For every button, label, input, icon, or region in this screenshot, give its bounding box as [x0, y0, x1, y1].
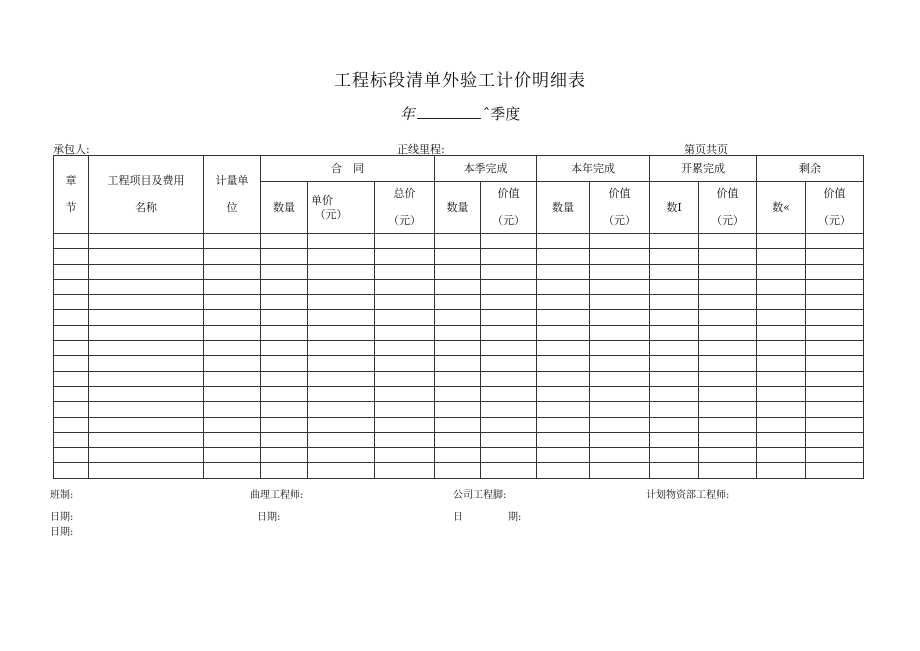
table-cell [261, 234, 308, 249]
table-cell [757, 234, 806, 249]
table-cell [590, 249, 650, 264]
table-body [54, 234, 864, 479]
table-cell [54, 402, 89, 417]
table-cell [89, 234, 204, 249]
quarter-value-header: 价值 （元） [481, 182, 537, 234]
table-cell [481, 249, 537, 264]
table-row [54, 463, 864, 478]
table-cell [650, 386, 699, 401]
table-cell [204, 264, 261, 279]
date-field-3-day: 日 [453, 512, 463, 523]
table-cell [261, 463, 308, 478]
table-cell [375, 249, 435, 264]
table-cell [89, 264, 204, 279]
table-cell [806, 264, 864, 279]
table-cell [435, 325, 481, 340]
table-cell [699, 402, 757, 417]
year-label: 年 [399, 105, 415, 123]
table-cell [308, 417, 375, 432]
table-cell [308, 310, 375, 325]
table-cell [806, 356, 864, 371]
date-field-3-period: 期: [508, 512, 522, 523]
table-cell [590, 432, 650, 447]
table-cell [481, 432, 537, 447]
table-cell [537, 295, 590, 310]
table-cell [261, 341, 308, 356]
table-cell [261, 448, 308, 463]
table-cell [806, 448, 864, 463]
cumulative-value-header: 价值 （元） [699, 182, 757, 234]
table-cell [757, 356, 806, 371]
table-row [54, 432, 864, 447]
table-cell [261, 417, 308, 432]
table-cell [699, 371, 757, 386]
table-cell [537, 448, 590, 463]
table-row [54, 295, 864, 310]
table-cell [481, 402, 537, 417]
quarter-qty-header: 数量 [435, 182, 481, 234]
table-cell [89, 371, 204, 386]
table-cell [435, 279, 481, 294]
table-cell [650, 402, 699, 417]
table-cell [757, 386, 806, 401]
table-cell [481, 417, 537, 432]
table-row [54, 417, 864, 432]
quarter-label: ˆ季度 [482, 105, 521, 123]
table-cell [590, 264, 650, 279]
table-cell [261, 325, 308, 340]
year-blank [417, 106, 481, 119]
table-row [54, 448, 864, 463]
table-cell [204, 386, 261, 401]
table-cell [89, 249, 204, 264]
header-row-1 [54, 156, 864, 182]
year-qty-header: 数量 [537, 182, 590, 234]
table-cell [261, 356, 308, 371]
chapter-header: 章 节 [54, 156, 89, 234]
table-cell [699, 432, 757, 447]
table-cell [757, 463, 806, 478]
contract-unit-price-header: 单价 （元） [308, 182, 375, 234]
table-cell [537, 432, 590, 447]
table-cell [650, 234, 699, 249]
table-cell [308, 249, 375, 264]
table-cell [204, 310, 261, 325]
company-engineer-label: 公司工程脚: [453, 490, 507, 501]
table-cell [650, 371, 699, 386]
table-cell [481, 341, 537, 356]
table-cell [204, 463, 261, 478]
table-cell [435, 371, 481, 386]
table-cell [308, 432, 375, 447]
table-cell [261, 264, 308, 279]
table-cell [54, 295, 89, 310]
table-cell [537, 234, 590, 249]
table-cell [650, 341, 699, 356]
table-cell [650, 463, 699, 478]
table-cell [537, 310, 590, 325]
table-cell [435, 463, 481, 478]
table-cell [537, 249, 590, 264]
table-cell [308, 279, 375, 294]
table-cell [261, 295, 308, 310]
table-cell [699, 417, 757, 432]
table-cell [757, 371, 806, 386]
table-cell [308, 371, 375, 386]
table-cell [650, 325, 699, 340]
table-cell [54, 448, 89, 463]
table-cell [537, 371, 590, 386]
table-cell [204, 417, 261, 432]
table-cell [699, 249, 757, 264]
table-cell [204, 371, 261, 386]
table-cell [375, 234, 435, 249]
table-row [54, 325, 864, 340]
table-cell [89, 432, 204, 447]
table-cell [757, 295, 806, 310]
prepared-by-label: 班制: [50, 490, 74, 501]
page-count-label: 第页共页 [684, 143, 728, 156]
table-cell [375, 432, 435, 447]
table-cell [481, 295, 537, 310]
table-cell [590, 386, 650, 401]
table-cell [435, 432, 481, 447]
table-cell [375, 341, 435, 356]
contract-total-price-header: 总价 （元） [375, 182, 435, 234]
table-cell [590, 356, 650, 371]
table-cell [650, 310, 699, 325]
table-cell [699, 264, 757, 279]
table-cell [261, 386, 308, 401]
table-cell [481, 371, 537, 386]
table-cell [308, 325, 375, 340]
table-cell [537, 264, 590, 279]
table-cell [481, 386, 537, 401]
table-cell [435, 310, 481, 325]
table-cell [590, 325, 650, 340]
unit-header: 计量单 位 [204, 156, 261, 234]
table-cell [54, 371, 89, 386]
table-cell [757, 264, 806, 279]
table-cell [261, 371, 308, 386]
table-cell [699, 341, 757, 356]
table-cell [699, 448, 757, 463]
table-row [54, 264, 864, 279]
table-cell [537, 463, 590, 478]
table-cell [375, 463, 435, 478]
cumulative-qty-header: 数I [650, 182, 699, 234]
planning-engineer-label: 计划物资部工程师: [646, 490, 730, 501]
table-cell [54, 356, 89, 371]
table-cell [89, 463, 204, 478]
table-cell [435, 448, 481, 463]
table-cell [375, 295, 435, 310]
table-cell [308, 448, 375, 463]
table-cell [590, 310, 650, 325]
table-cell [89, 295, 204, 310]
table-row [54, 279, 864, 294]
table-cell [375, 386, 435, 401]
table-cell [481, 463, 537, 478]
cumulative-group-header: 开累完成 [650, 156, 757, 182]
table-cell [204, 325, 261, 340]
table-cell [757, 448, 806, 463]
table-cell [757, 249, 806, 264]
table-cell [537, 279, 590, 294]
table-cell [89, 356, 204, 371]
table-cell [481, 310, 537, 325]
table-cell [806, 341, 864, 356]
year-value-header: 价值 （元） [590, 182, 650, 234]
table-cell [204, 279, 261, 294]
table-cell [54, 234, 89, 249]
table-row [54, 386, 864, 401]
table-cell [537, 325, 590, 340]
table-cell [308, 402, 375, 417]
table-cell [699, 356, 757, 371]
table-cell [757, 310, 806, 325]
table-cell [650, 249, 699, 264]
year-group-header: 本年完成 [537, 156, 650, 182]
table-cell [435, 417, 481, 432]
table-cell [757, 402, 806, 417]
table-cell [375, 325, 435, 340]
table-cell [650, 264, 699, 279]
table-cell [650, 417, 699, 432]
table-cell [375, 264, 435, 279]
table-cell [537, 356, 590, 371]
mileage-label: 正线里程: [397, 143, 445, 156]
table-cell [757, 432, 806, 447]
table-cell [699, 234, 757, 249]
table-cell [699, 463, 757, 478]
table-cell [537, 386, 590, 401]
table-cell [54, 417, 89, 432]
table-cell [54, 310, 89, 325]
table-cell [89, 310, 204, 325]
quarter-group-header: 本季完成 [435, 156, 537, 182]
date-field-4: 日期: [50, 527, 74, 538]
table-cell [308, 463, 375, 478]
table-cell [54, 432, 89, 447]
table-cell [261, 279, 308, 294]
table-cell [650, 295, 699, 310]
table-cell [806, 279, 864, 294]
remaining-value-header: 价值 （元） [806, 182, 864, 234]
contract-group-header: 合 同 [261, 156, 435, 182]
table-cell [54, 386, 89, 401]
table-cell [481, 234, 537, 249]
table-cell [481, 264, 537, 279]
table-cell [757, 325, 806, 340]
table-cell [806, 234, 864, 249]
table-cell [699, 295, 757, 310]
table-cell [650, 279, 699, 294]
table-cell [481, 356, 537, 371]
table-cell [261, 402, 308, 417]
table-cell [54, 341, 89, 356]
table-cell [204, 432, 261, 447]
table-cell [806, 386, 864, 401]
document-title: 工程标段清单外验工计价明细表 [334, 71, 586, 91]
table-cell [54, 264, 89, 279]
table-row [54, 356, 864, 371]
table-cell [435, 264, 481, 279]
table-cell [54, 325, 89, 340]
table-cell [757, 279, 806, 294]
table-row [54, 234, 864, 249]
table-cell [806, 402, 864, 417]
remaining-qty-header: 数« [757, 182, 806, 234]
table-cell [375, 310, 435, 325]
contractor-label: 承包人: [53, 143, 90, 156]
table-cell [806, 310, 864, 325]
table-cell [54, 279, 89, 294]
table-cell [481, 448, 537, 463]
table-cell [375, 356, 435, 371]
table-cell [757, 341, 806, 356]
table-cell [435, 295, 481, 310]
table-cell [204, 448, 261, 463]
table-cell [89, 417, 204, 432]
table-cell [590, 417, 650, 432]
table-cell [89, 448, 204, 463]
table-row [54, 402, 864, 417]
table-cell [806, 432, 864, 447]
table-cell [308, 264, 375, 279]
table-cell [590, 234, 650, 249]
table-cell [89, 325, 204, 340]
table-cell [590, 371, 650, 386]
table-cell [435, 234, 481, 249]
table-cell [590, 279, 650, 294]
table-cell [204, 341, 261, 356]
table-cell [204, 402, 261, 417]
table-cell [481, 279, 537, 294]
table-cell [806, 417, 864, 432]
table-cell [54, 463, 89, 478]
table-cell [89, 341, 204, 356]
table-cell [375, 402, 435, 417]
table-cell [806, 249, 864, 264]
table-row [54, 249, 864, 264]
table-cell [590, 341, 650, 356]
contract-qty-header: 数量 [261, 182, 308, 234]
table-cell [89, 386, 204, 401]
table-cell [89, 279, 204, 294]
table-cell [308, 356, 375, 371]
table-cell [375, 371, 435, 386]
table-cell [435, 341, 481, 356]
table-cell [537, 341, 590, 356]
table-cell [590, 463, 650, 478]
supervisor-label: 曲理工程师: [250, 490, 304, 501]
table-cell [435, 249, 481, 264]
date-field-2: 日期: [257, 512, 281, 523]
period-line [0, 103, 920, 124]
date-field-1: 日期: [50, 512, 74, 523]
table-cell [537, 417, 590, 432]
table-cell [308, 295, 375, 310]
table-cell [204, 234, 261, 249]
table-cell [806, 295, 864, 310]
valuation-table [53, 155, 864, 479]
table-cell [699, 310, 757, 325]
table-cell [699, 279, 757, 294]
table-cell [204, 356, 261, 371]
item-name-header: 工程项目及费用 名称 [89, 156, 204, 234]
table-cell [308, 234, 375, 249]
table-cell [481, 325, 537, 340]
table-cell [435, 402, 481, 417]
remaining-group-header: 剩余 [757, 156, 864, 182]
table-cell [261, 310, 308, 325]
table-cell [806, 371, 864, 386]
table-cell [650, 432, 699, 447]
table-cell [699, 386, 757, 401]
table-cell [699, 325, 757, 340]
table-cell [590, 448, 650, 463]
table-row [54, 341, 864, 356]
table-cell [650, 448, 699, 463]
table-row [54, 371, 864, 386]
table-cell [650, 356, 699, 371]
table-cell [308, 386, 375, 401]
table-cell [537, 402, 590, 417]
table-cell [375, 417, 435, 432]
table-cell [435, 386, 481, 401]
table-cell [375, 448, 435, 463]
table-cell [261, 249, 308, 264]
table-cell [261, 432, 308, 447]
table-cell [435, 356, 481, 371]
table-cell [806, 325, 864, 340]
table-cell [806, 463, 864, 478]
table-cell [204, 295, 261, 310]
table-cell [89, 402, 204, 417]
table-cell [308, 341, 375, 356]
table-cell [590, 295, 650, 310]
table-cell [375, 279, 435, 294]
table-row [54, 310, 864, 325]
table-cell [204, 249, 261, 264]
table-cell [757, 417, 806, 432]
table-cell [590, 402, 650, 417]
table-cell [54, 249, 89, 264]
